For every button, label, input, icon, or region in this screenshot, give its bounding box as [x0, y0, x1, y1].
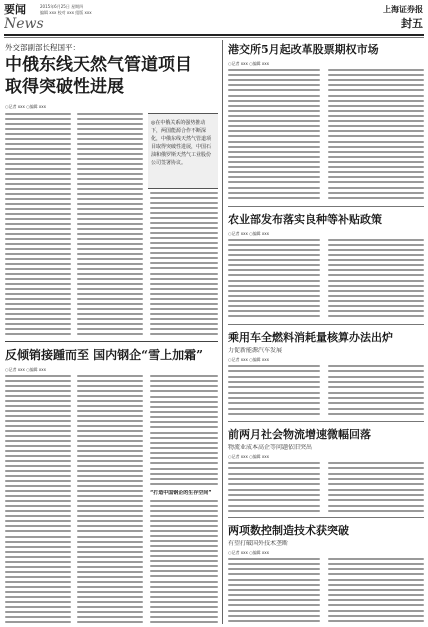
article2-body-col3a: [150, 375, 218, 485]
editor-line: 编辑 xxx 校对 xxx 组版 xxx: [40, 10, 92, 15]
article2-headline: 反倾销接踵而至 国内钢企“雪上加霜”: [5, 348, 203, 362]
right-article5-byline: ○记者 xxx ○编辑 xxx: [228, 550, 269, 555]
main-body-col1: [5, 113, 71, 335]
right-divider-2: [228, 324, 424, 325]
pull-quote-box: [148, 113, 218, 189]
right-article2-col1: [228, 239, 320, 317]
section-title-english: News: [4, 16, 44, 32]
header-rule-thin: [4, 37, 424, 38]
right-divider-3: [228, 421, 424, 422]
right-article5-headline: 两项数控制造技术获突破: [228, 524, 349, 537]
right-article3-subhead: 力促新能源汽车发展: [228, 347, 283, 354]
right-article2-headline: 农业部发布落实良种等补贴政策: [228, 213, 382, 226]
article2-body-col3b: [150, 500, 218, 623]
article-kicker: 外交部副部长程国平：: [5, 43, 80, 52]
article2-body-col2: [77, 375, 143, 623]
right-article4-subhead: 物流业成本高企等问题依旧突出: [228, 444, 313, 451]
right-article1-byline: ○记者 xxx ○编辑 xxx: [228, 61, 269, 66]
right-article5-col1: [228, 558, 320, 622]
right-article3-col1: [228, 365, 320, 415]
right-article1-headline: 港交所5月起改革股票期权市场: [228, 43, 379, 56]
right-article4-headline: 前两月社会物流增速微幅回落: [228, 428, 371, 441]
right-article1-col1: [228, 69, 320, 199]
newspaper-name: 上海证券报: [383, 5, 423, 14]
right-article3-col2: [328, 365, 424, 415]
main-body-col2: [77, 113, 143, 335]
right-article4-byline: ○记者 xxx ○编辑 xxx: [228, 454, 269, 459]
article2-body-col1: [5, 375, 71, 623]
right-article1-col2: [328, 69, 424, 199]
column-divider: [222, 40, 223, 624]
page-label: 封五: [401, 17, 423, 30]
header-rule: [4, 34, 424, 36]
pull-quote-text: ◎在中俄关系的强势推动下，两国能源合作不断深化，中俄东线天然气管道项目取得突破性进展，中国石油和俄罗斯天然气工业股份公司签署协议。: [151, 120, 212, 166]
right-article3-byline: ○记者 xxx ○编辑 xxx: [228, 357, 269, 362]
article2-subhead: “打造中国钢企的生存空间”: [150, 490, 212, 496]
right-article5-subhead: 有望打破国外技术垄断: [228, 540, 289, 547]
right-article4-col1: [228, 462, 320, 512]
main-byline: ○记者 xxx ○编辑 xxx: [5, 104, 46, 109]
right-article2-col2: [328, 239, 424, 317]
article2-byline: ○记者 xxx ○编辑 xxx: [5, 367, 46, 372]
right-divider-1: [228, 206, 424, 207]
section-title: 要闻: [4, 3, 26, 16]
right-divider-4: [228, 517, 424, 518]
left-article-divider: [5, 341, 218, 342]
right-article3-headline: 乘用车全燃料消耗量核算办法出炉: [228, 331, 393, 344]
main-body-col3: [150, 192, 218, 335]
main-headline-line2: 取得突破性进展: [5, 77, 124, 97]
right-article2-byline: ○记者 xxx ○编辑 xxx: [228, 231, 269, 236]
issue-date: 2015年6月25日 星期四: [40, 4, 84, 9]
right-article4-col2: [328, 462, 424, 512]
right-article5-col2: [328, 558, 424, 622]
main-headline-line1: 中俄东线天然气管道项目: [5, 55, 192, 75]
